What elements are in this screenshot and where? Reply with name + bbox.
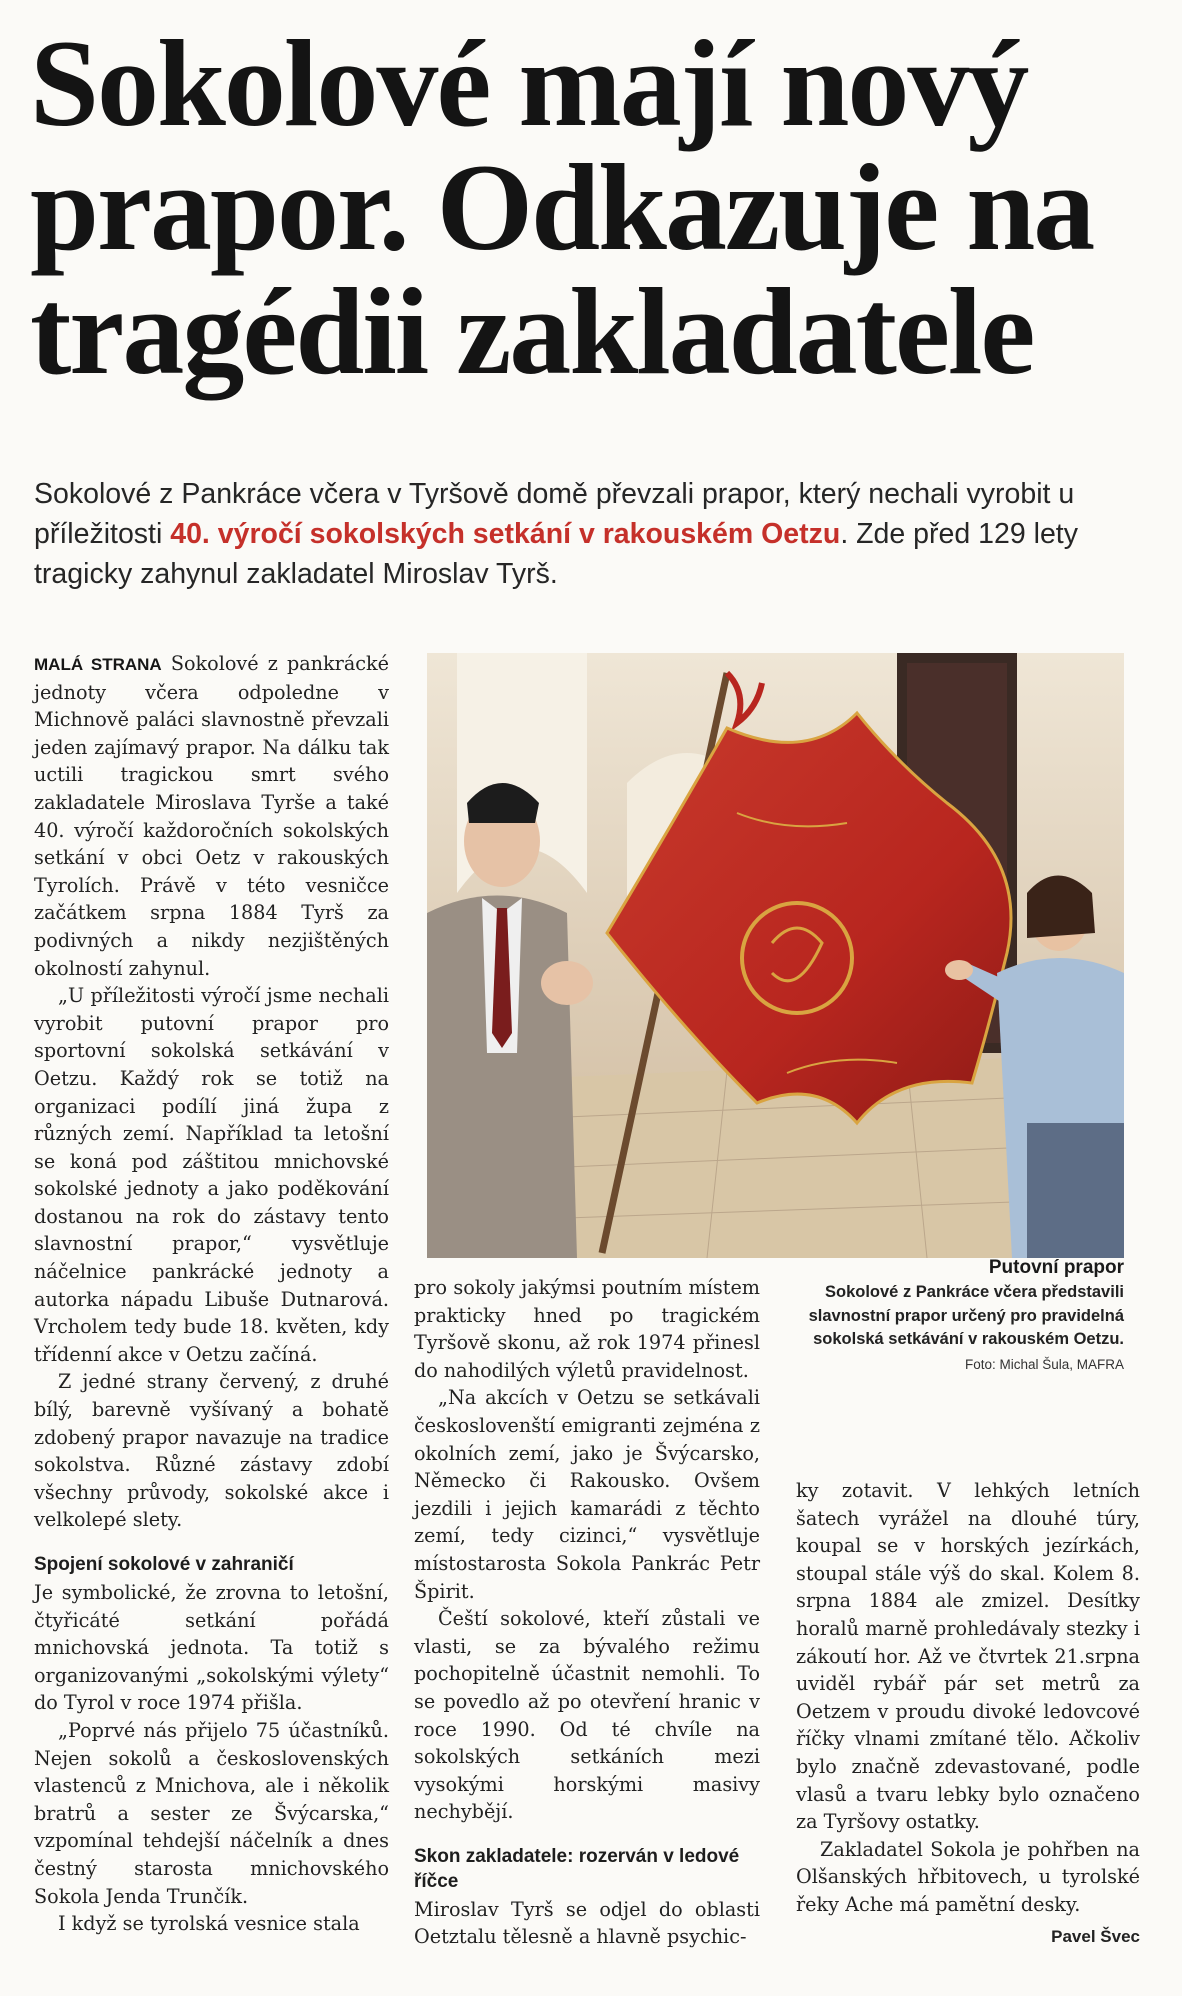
subhead-abroad: Spojení sokolové v zahraničí	[34, 1554, 294, 1575]
caption-title: Putovní prapor	[988, 1257, 1124, 1278]
photo-caption	[760, 1255, 1124, 1376]
paragraph-3: Z jedné strany červený, z druhé bílý, barevně vyšívaný a bohatě zdobený prapor navazuje na tradice sokolstva. Různé zástavy zdobí všechny průvody, sokolské akce i velkolepé slety.	[34, 1370, 389, 1532]
paragraph-11: ky zotavit. V lehkých letních šatech vyrážel na dlouhé túry, koupal se v horských jezírkách, stoupal stále výš do skal. Kolem 8. srpna 1884 ale zmizel. Desítky horalů marně prohledávaly stezky i zákoutí hor. Až ve čtvrtek 21.srpna uviděl rybář pár set metrů za Oetzem v proudu divoké ledovcové říčky vlnami zmítané tělo. Ačkoliv bylo značně zdevastované, podle vlasů a tvaru lebky bylo označeno za Tyršovy ostatky.	[796, 1479, 1140, 1834]
paragraph-8: „Na akcích v Oetzu se setkávali českoslovenští emigranti zejména z okolních zemí, jako je Švýcarsko, Německo či Rakousko. Ovšem jezdili i jejich kamarádi z těchto zemí, tedy cizinci,“ vysvětluje místostarosta Sokola Pankrác Petr Špirit.	[414, 1386, 760, 1603]
byline: Pavel Švec	[1051, 1926, 1140, 1946]
flag-presentation-photo	[427, 653, 1124, 1258]
subhead-death: Skon zakladatele: rozerván v ledové říčce	[414, 1845, 740, 1892]
headline	[30, 15, 1140, 400]
paragraph-9: Čeští sokolové, kteří zůstali ve vlasti, se za bývalého režimu pochopitelně účastnit nemohli. To se povedlo až po otevření hranic v roce 1990. Od té chvíle na sokolských setkáních mezi vysokými horskými masivy nechybějí.	[414, 1607, 760, 1824]
headline-line-1: Sokolové mají nový	[30, 15, 1028, 152]
caption-body: Sokolové z Pankráce včera představili slavnostní prapor určený pro pravidelná sokolská setkávání v rakouském Oetzu.	[808, 1283, 1124, 1348]
paragraph-7: pro sokoly jakýmsi poutním místem prakticky hned po tragickém Tyršově skonu, až rok 1974 přinesl do nahodilých výletů pravidelnost.	[414, 1276, 760, 1382]
paragraph-1-text: Sokolové z pankrácké jednoty včera odpoledne v Michnově paláci slavnostně převzali jeden zajímavý prapor. Na dálku tak uctili tragickou smrt svého zakladatele Miroslava Tyrše a také 40. výročí každoročních sokolských setkání v obci Oetz v rakouských Tyrolích. Právě v této vesničce začátkem srpna 1884 Tyrš za podivných a nikdy nezjištěných okolností zahynul.	[34, 652, 389, 980]
headline-line-3: tragédii zakladatele	[30, 263, 1034, 400]
lead-text-2: . Zde před 129 lety tragicky zahynul zakladatel Miroslav Tyrš.	[34, 518, 1078, 590]
lead-paragraph	[34, 474, 1134, 594]
photo-credit: Foto: Michal Šula, MAFRA	[964, 1356, 1124, 1372]
paragraph-1	[34, 650, 389, 982]
paragraph-5: „Poprvé nás přijelo 75 účastníků. Nejen sokolů a československých vlastenců z Mnichova, ale i několik bratrů a sester ze Švýcarska,“ vzpomínal tehdejší náčelník a dnes čestný starosta mnichovského Sokola Jenda Trunčík.	[34, 1718, 389, 1908]
paragraph-2: „U příležitosti výročí jsme nechali vyrobit putovní prapor pro sportovní sokolská setkávání v Oetzu. Každý rok se totiž na organizaci podílí jiná župa z různých zemí. Například ta letošní se koná pod záštitou mnichovské sokolské jednoty a jako poděkování dostanou na rok do zástavy tento slavnostní prapor,“ vysvětluje náčelnice pankrácké jednoty a autorka nápadu Libuše Dutnarová. Vrcholem tedy bude 18. květen, kdy třídenní akce v Oetzu začíná.	[34, 984, 389, 1366]
article-column-1	[34, 650, 389, 1938]
paragraph-10: Miroslav Tyrš se odjel do oblasti Oetztalu tělesně a hlavně psychic-	[414, 1897, 760, 1949]
article-column-2	[414, 1274, 760, 1951]
article-photo	[427, 653, 1124, 1258]
dateline: MALÁ STRANA	[34, 655, 162, 674]
headline-line-2: prapor. Odkazuje na	[30, 139, 1094, 276]
paragraph-4: Je symbolické, že zrovna to letošní, čtyřicáté setkání pořádá mnichovská jednota. Ta totiž s organizovanými „sokolskými výlety“ do Tyrol v roce 1974 přišla.	[34, 1581, 389, 1715]
paragraph-12: Zakladatel Sokola je pohřben na Olšanských hřbitovech, u tyrolské řeky Ache má pamětní desky.	[796, 1837, 1140, 1916]
paragraph-6: I když se tyrolská vesnice stala	[58, 1912, 360, 1936]
lead-highlight: 40. výročí sokolských setkání v rakouském Oetzu	[170, 518, 841, 550]
lead-text-1: Sokolové z Pankráce včera v Tyršově domě převzali prapor, který nechali vyrobit u příležitosti	[34, 478, 1075, 550]
article-column-3	[796, 1477, 1140, 1950]
